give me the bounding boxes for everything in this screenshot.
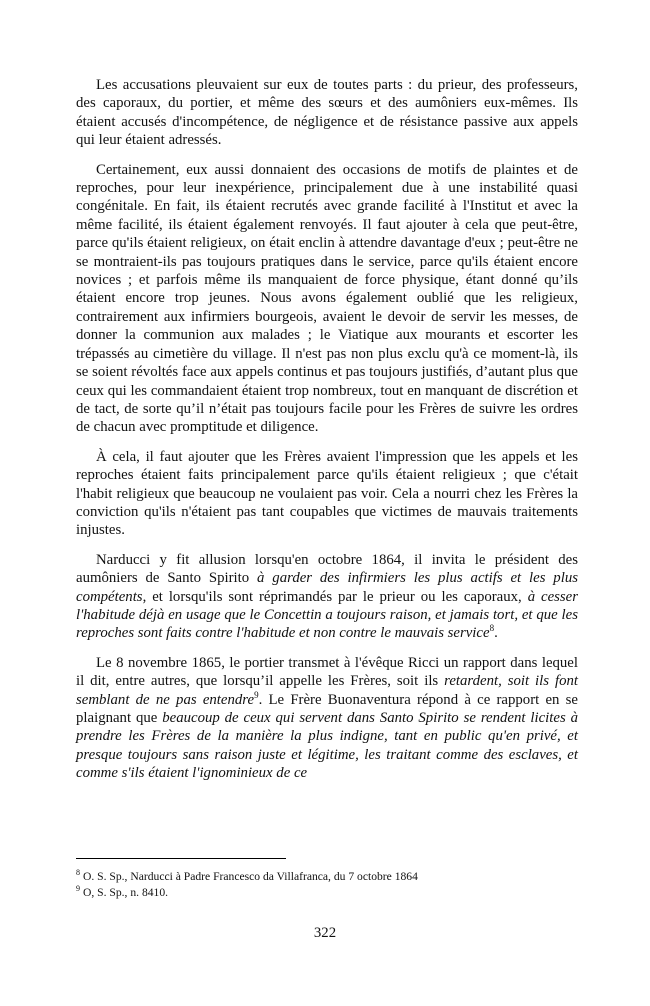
footnote-9: [76, 885, 578, 901]
paragraph-2: [76, 161, 578, 437]
paragraph-text: Les accusations pleuvaient sur eux de toutes parts : du prieur, des professeurs, des caporaux, du portier, et même des sœurs et des aumôniers eux-mêmes. Ils étaient accusés d'incompétence, de négligence et de résistance passive aux appels qui leur étaient adressés.: [76, 77, 578, 149]
footnote-ref: 8: [489, 623, 495, 634]
footnote-number: 9: [76, 884, 80, 894]
italic-quote: retardent, soit ils font semblant de ne pas entendre: [76, 673, 578, 708]
footnote-text: O. S. Sp., Narducci à Padre Francesco da Villafranca, du 7 octobre 1864: [83, 870, 418, 883]
paragraph-text: . Le Frère Buonaventura répond à ce rapport en se plaignant que: [76, 691, 578, 726]
footnote-8: [76, 869, 578, 885]
italic-quote: beaucoup de ceux qui servent dans Santo Spirito se rendent licites à prendre les Frères de la manière la plus indigne, tant en public qu'en privé, et presque toujours sans raison juste et légitime, les traitant comme des esclaves, et comme s'ils étaient l'ignominieux de ce: [76, 710, 578, 782]
paragraph-text: Narducci y fit allusion lorsqu'en octobre 1864, il invita le président des aumôniers de Santo Spirito: [76, 551, 578, 587]
paragraph-text: Le 8 novembre 1865, le portier transmet à l'évêque Ricci un rapport dans lequel il dit, entre autres, que lorsqu’il appelle les Frères, soit ils: [76, 654, 578, 690]
italic-quote: à cesser l'habitude déjà en usage que le Concettin a toujours raison, et jamais tort, et que les reproches sont faits contre l'habitude et non contre le mauvais service: [76, 588, 578, 642]
footnotes: [76, 869, 578, 901]
page-number: 322: [313, 925, 337, 941]
italic-quote: à garder des infirmiers les plus actifs et les plus compétents: [76, 570, 578, 605]
page-body: [76, 76, 578, 794]
paragraph-text: Certainement, eux aussi donnaient des occasions de motifs de plaintes et de reproches, pour leur inexpérience, principalement due à une instabilité quasi congénitale. En fait, ils étaient recrutés avec grande facilité à l'Institut et avec la même facilité, ils étaient également renvoyés. Il faut ajouter à cela que peut-être, parce qu'ils étaient religieux, on était enclin à attendre davantage d'eux ; peut-être ne se montraient-ils pas toujours pratiques dans le service, parce qu'ils étaient encore novices ; et parfois même ils manquaient de force physique, étant donné qu’ils étaient encore trop jeunes. Nous avons également oublié que les religieux, contrairement aux infirmiers bourgeois, avaient le devoir de servir les messes, de donner la communion aux malades ; le Viatique aux mourants et escorter les trépassés au cimetière du village. Il n'est pas non plus exclu qu'à ce moment-là, ils se soient révoltés face aux appels continus et pas toujours justifiés, d’autant plus que ceux qui les commandaient étaient trop nombreux, tout en manquant de discrétion et de tact, de sorte qu’il n’était pas toujours facile pour les Frères de suivre les ordres de chacun avec promptitude et diligence.: [76, 161, 578, 436]
paragraph-4: [76, 551, 578, 643]
footnote-separator: [76, 858, 286, 859]
footnote-number: 8: [76, 868, 80, 878]
paragraph-3: [76, 448, 578, 540]
footnote-text: O, S. Sp., n. 8410.: [83, 886, 169, 899]
paragraph-5: [76, 654, 578, 783]
paragraph-text: , et lorsqu'ils sont réprimandés par le prieur ou les caporaux,: [142, 588, 528, 605]
paragraph-text: À cela, il faut ajouter que les Frères avaient l'impression que les appels et les reproches étaient faits principalement parce qu'ils étaient religieux ; que c'était l'habit religieux que beaucoup ne voulaient pas voir. Cela a nourri chez les Frères la conviction qu'ils n'étaient pas tant coupables que victimes de mauvais traitements injustes.: [76, 448, 578, 539]
footnote-ref: 9: [254, 689, 259, 700]
paragraph-text: .: [494, 625, 498, 642]
paragraph-1: [76, 76, 578, 150]
